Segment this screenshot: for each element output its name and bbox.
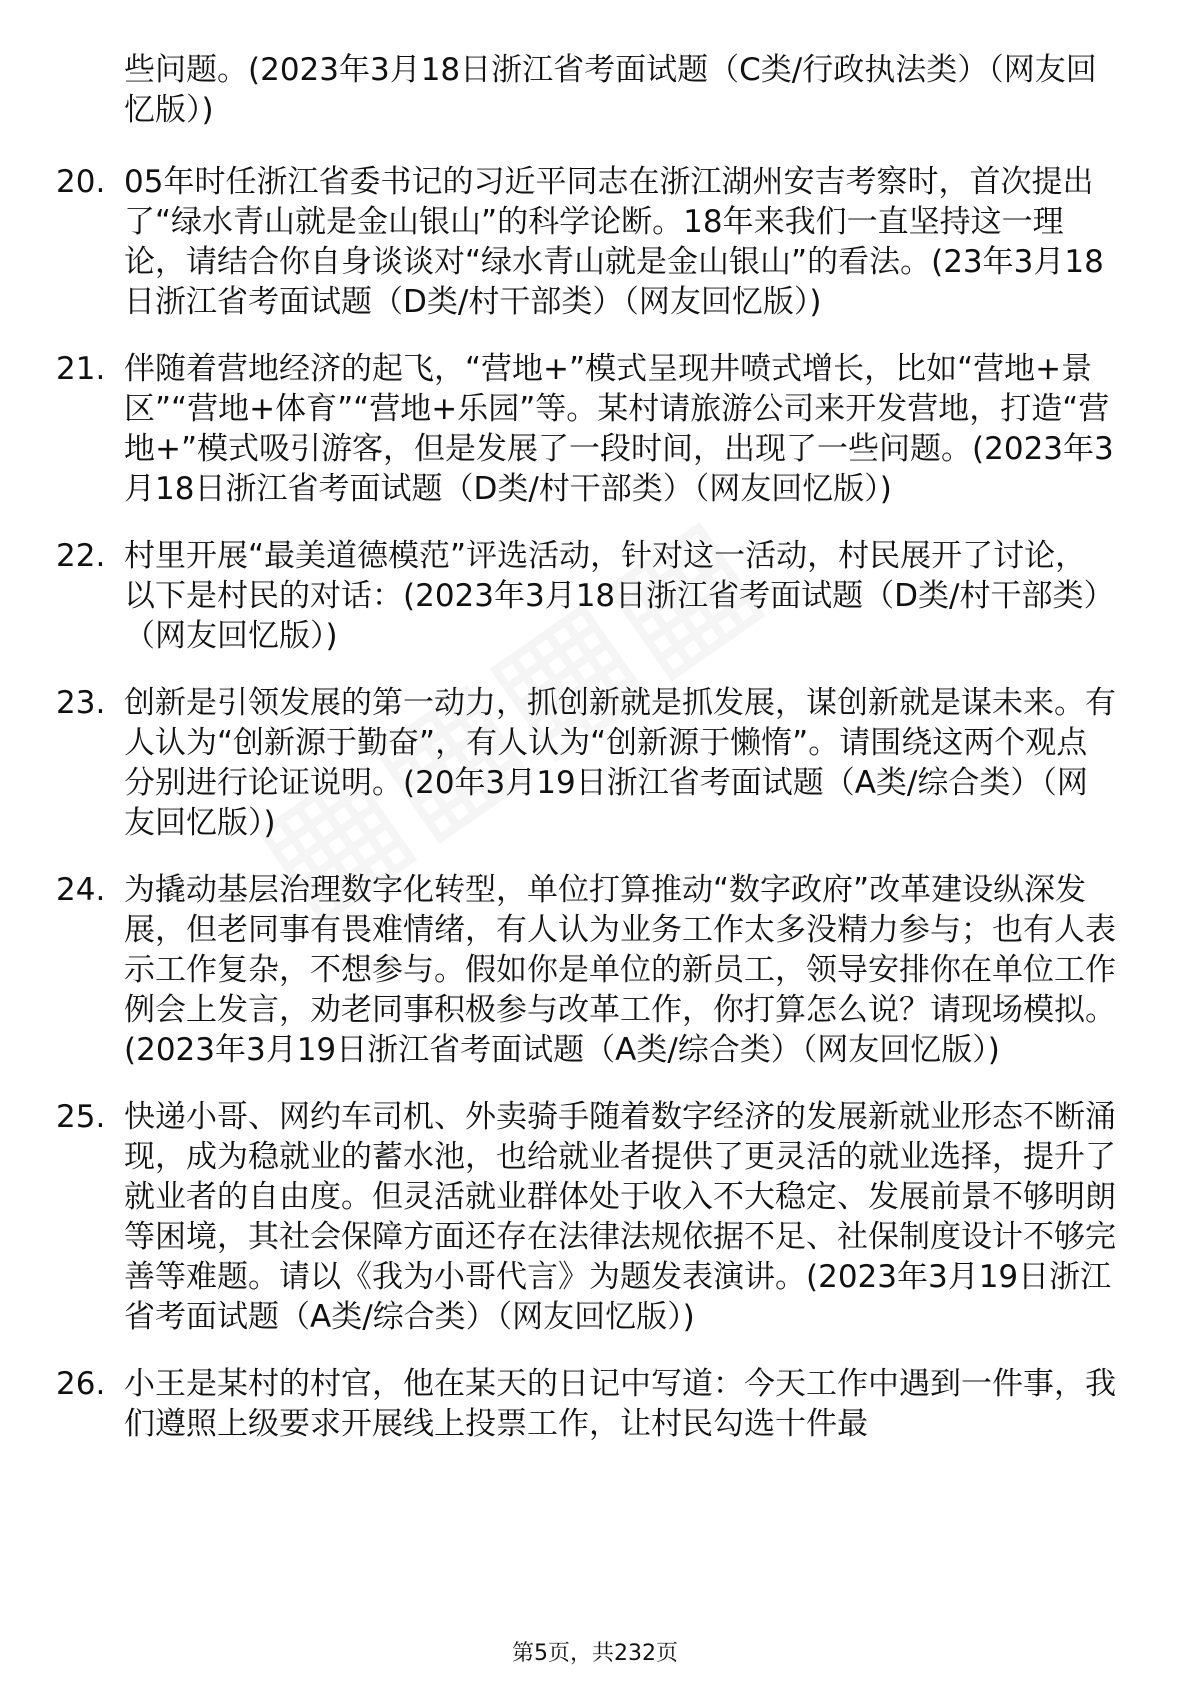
list-item xyxy=(56,1364,1116,1444)
item-number: 24. xyxy=(56,872,106,908)
page-footer: 第5页，共232页 xyxy=(512,1641,678,1666)
item-text: 伴随着营地经济的起飞，“营地+”模式呈现井喷式增长，比如“营地+景区”“营地+体育”“营地+乐园”等。某村请旅游公司来开发营地，打造“营地+”模式吸引游客，但是发展了一段时间，出现了一些问题。(2023年3月18日浙江省考面试题（D类/村干部类）（网友回忆版）) xyxy=(124,351,1114,507)
list-item xyxy=(56,349,1116,509)
item-text: 05年时任浙江省委书记的习近平同志在浙江湖州安吉考察时，首次提出了“绿水青山就是金山银山”的科学论断。18年来我们一直坚持这一理论，请结合你自身谈谈对“绿水青山就是金山银山”的看法。(23年3月18日浙江省考面试题（D类/村干部类）（网友回忆版）) xyxy=(124,164,1104,320)
item-number: 21. xyxy=(56,351,106,387)
item-text: 为撬动基层治理数字化转型，单位打算推动“数字政府”改革建设纵深发展，但老同事有畏难情绪，有人认为业务工作太多没精力参与；也有人表示工作复杂，不想参与。假如你是单位的新员工，领导安排你在单位工作例会上发言，劝老同事积极参与改革工作，你打算怎么说？请现场模拟。(2023年3月19日浙江省考面试题（A类/综合类）（网友回忆版）) xyxy=(124,872,1116,1068)
item-text: 快递小哥、网约车司机、外卖骑手随着数字经济的发展新就业形态不断涌现，成为稳就业的蓄水池，也给就业者提供了更灵活的就业选择，提升了就业者的自由度。但灵活就业群体处于收入不大稳定、发展前景不够明朗等困境，其社会保障方面还存在法律法规依据不足、社保制度设计不够完善等难题。请以《我为小哥代言》为题发表演讲。(2023年3月19日浙江省考面试题（A类/综合类）（网友回忆版）) xyxy=(124,1099,1116,1335)
item-text: 村里开展“最美道德模范”评选活动，针对这一活动，村民展开了讨论，以下是村民的对话：(2023年3月18日浙江省考面试题（D类/村干部类）（网友回忆版）) xyxy=(124,538,1115,654)
item-text: 创新是引领发展的第一动力，抓创新就是抓发展，谋创新就是谋未来。有人认为“创新源于勤奋”，有人认为“创新源于懒惰”。请围绕这两个观点分别进行论证说明。(20年3月19日浙江省考面试题（A类/综合类）（网友回忆版）) xyxy=(124,685,1116,841)
item-number: 23. xyxy=(56,685,106,721)
list-item xyxy=(56,683,1116,843)
list-item xyxy=(56,162,1116,322)
item-number: 26. xyxy=(56,1366,106,1402)
list-item xyxy=(56,1097,1116,1337)
list-item xyxy=(56,870,1116,1070)
item-text: 小王是某村的村官，他在某天的日记中写道：今天工作中遇到一件事，我们遵照上级要求开展线上投票工作，让村民勾选十件最 xyxy=(124,1366,1116,1442)
continued-paragraph: 些问题。(2023年3月18日浙江省考面试题（C类/行政执法类）（网友回忆版）) xyxy=(124,52,1097,128)
list-item xyxy=(56,536,1116,656)
item-number: 22. xyxy=(56,538,106,574)
item-number: 25. xyxy=(56,1099,106,1135)
question-list xyxy=(56,50,1116,1471)
item-number: 20. xyxy=(56,164,106,200)
